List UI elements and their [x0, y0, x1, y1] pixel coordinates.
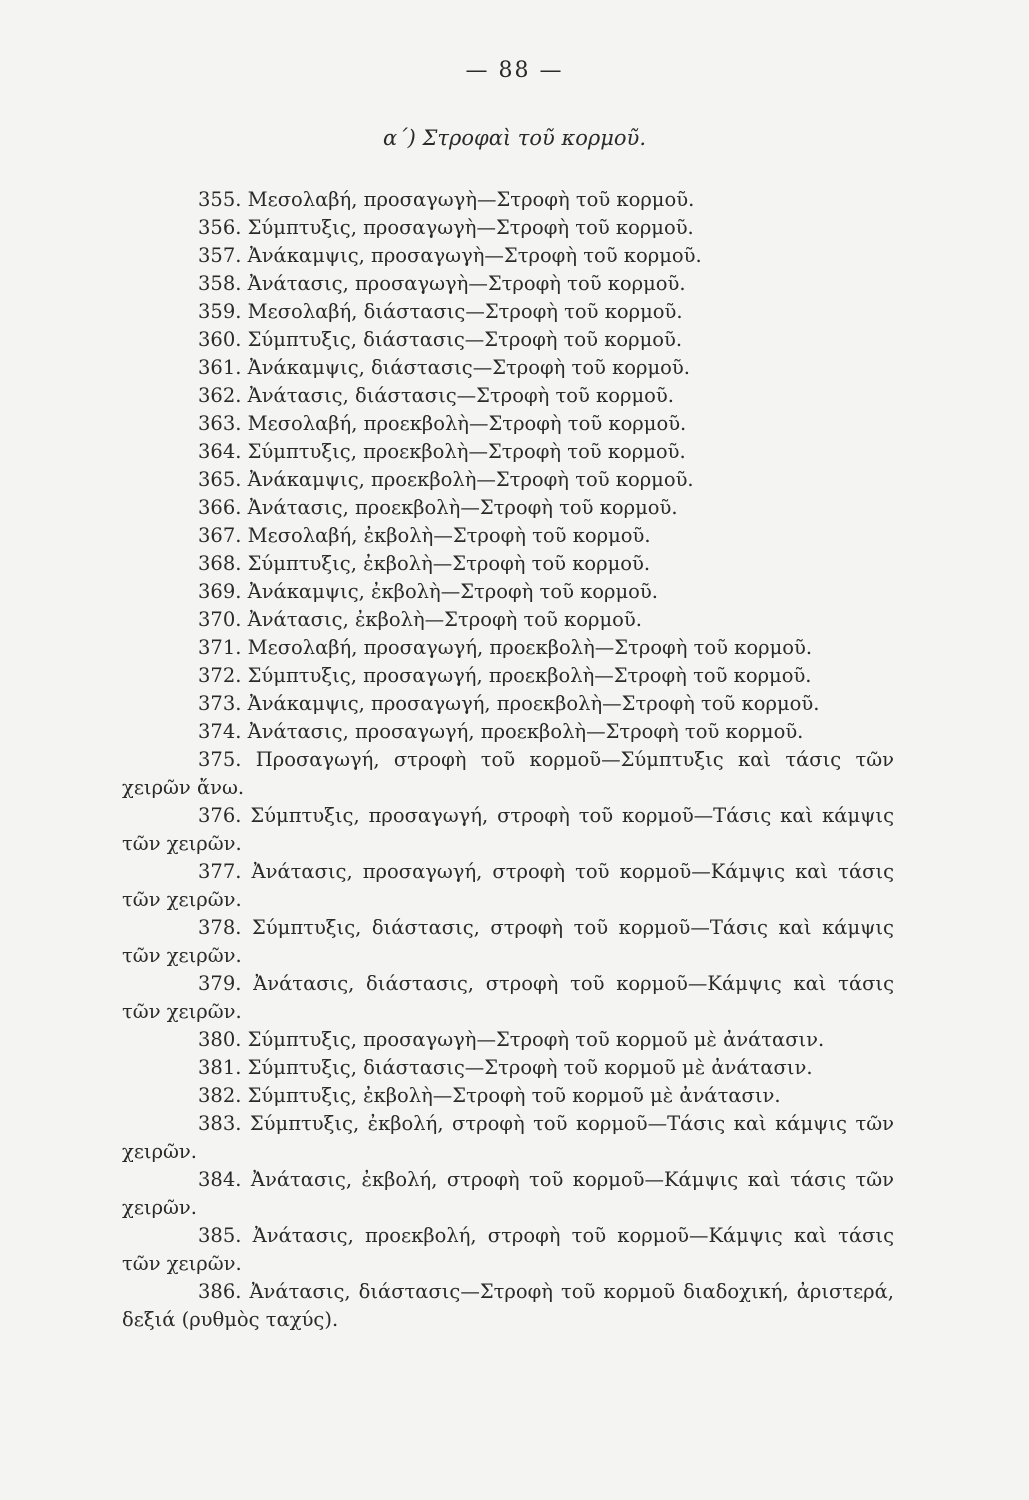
entry-number: 380. [198, 1028, 242, 1051]
exercise-entry [122, 270, 894, 298]
exercise-entry [122, 522, 894, 550]
entry-number: 361. [198, 356, 242, 379]
entry-text: Μεσολαβή, προεκβολὴ—Στροφὴ τοῦ κορμοῦ. [247, 412, 687, 435]
entry-number: 365. [198, 468, 242, 491]
entry-number: 364. [198, 440, 242, 463]
entry-text: Μεσολαβή, διάστασις—Στροφὴ τοῦ κορμοῦ. [247, 300, 683, 323]
exercise-entry [122, 718, 894, 746]
section-heading: α΄) Στροφαὶ τοῦ κορμοῦ. [383, 126, 646, 150]
entry-text: Σύμπτυξις, προσαγωγή, προεκβολὴ—Στροφὴ τοῦ κορμοῦ. [247, 664, 812, 687]
exercise-entry [122, 746, 894, 802]
entry-number: 372. [198, 664, 242, 687]
entry-text: Σύμπτυξις, προσαγωγή, στροφὴ τοῦ κορμοῦ—Τάσις καὶ κάμψις τῶν χειρῶν. [122, 804, 895, 855]
exercise-entry [122, 802, 894, 858]
exercise-entry [122, 914, 894, 970]
entry-number: 377. [198, 860, 242, 883]
entry-text: Προσαγωγή, στροφὴ τοῦ κορμοῦ—Σύμπτυξις καὶ τάσις τῶν χειρῶν ἄνω. [122, 748, 894, 799]
entry-number: 366. [198, 496, 242, 519]
exercise-entry [122, 1278, 894, 1334]
exercise-entry [122, 298, 894, 326]
entry-number: 362. [198, 384, 242, 407]
exercise-entry [122, 466, 894, 494]
entry-number: 386. [198, 1280, 242, 1303]
entry-number: 371. [198, 636, 242, 659]
entry-number: 374. [198, 720, 242, 743]
entry-text: Σύμπτυξις, διάστασις—Στροφὴ τοῦ κορμοῦ. [247, 328, 683, 351]
exercise-entry [122, 382, 894, 410]
entry-text: Σύμπτυξις, προσαγωγὴ—Στροφὴ τοῦ κορμοῦ. [247, 216, 694, 239]
entry-number: 355. [198, 188, 242, 211]
exercise-entry [122, 438, 894, 466]
exercise-entry [122, 858, 894, 914]
entry-text: Σύμπτυξις, διάστασις, στροφὴ τοῦ κορμοῦ—Τάσις καὶ κάμψις τῶν χειρῶν. [122, 916, 894, 967]
exercise-entry [122, 970, 894, 1026]
exercise-entry [122, 606, 894, 634]
entry-number: 381. [198, 1056, 242, 1079]
entry-number: 359. [198, 300, 242, 323]
entry-text: Ἀνάτασις, προσαγωγὴ—Στροφὴ τοῦ κορμοῦ. [247, 272, 686, 295]
exercise-entry [122, 410, 894, 438]
exercise-entry [122, 214, 894, 242]
entry-text: Ἀνάκαμψις, ἐκβολὴ—Στροφὴ τοῦ κορμοῦ. [247, 580, 658, 603]
entry-number: 378. [198, 916, 242, 939]
exercise-entry [122, 1054, 894, 1082]
entry-text: Σύμπτυξις, προσαγωγὴ—Στροφὴ τοῦ κορμοῦ μὲ ἀνάτασιν. [247, 1028, 825, 1051]
exercise-entry [122, 1026, 894, 1054]
entry-number: 369. [198, 580, 242, 603]
entry-text: Ἀνάτασις, προσαγωγή, στροφὴ τοῦ κορμοῦ—Κάμψις καὶ τάσις τῶν χειρῶν. [122, 860, 895, 911]
entry-text: Ἀνάκαμψις, προεκβολὴ—Στροφὴ τοῦ κορμοῦ. [247, 468, 694, 491]
entry-number: 368. [198, 552, 242, 575]
entry-number: 357. [198, 244, 242, 267]
entry-number: 382. [198, 1084, 242, 1107]
page-number: — 88 — [465, 58, 564, 83]
exercise-entry [122, 242, 894, 270]
exercise-entry [122, 662, 894, 690]
exercise-entry [122, 494, 894, 522]
exercise-entry [122, 578, 894, 606]
entry-number: 375. [198, 748, 242, 771]
entry-text: Σύμπτυξις, προεκβολὴ—Στροφὴ τοῦ κορμοῦ. [247, 440, 686, 463]
exercise-entry [122, 354, 894, 382]
exercise-entry [122, 634, 894, 662]
entry-text: Ἀνάτασις, ἐκβολή, στροφὴ τοῦ κορμοῦ—Κάμψις καὶ τάσις τῶν χειρῶν. [122, 1168, 894, 1219]
entry-number: 356. [198, 216, 242, 239]
entry-text: Σύμπτυξις, ἐκβολὴ—Στροφὴ τοῦ κορμοῦ μὲ ἀνάτασιν. [247, 1084, 781, 1107]
entry-text: Ἀνάκαμψις, διάστασις—Στροφὴ τοῦ κορμοῦ. [247, 356, 690, 379]
exercise-list [122, 186, 894, 1334]
exercise-entry [122, 326, 894, 354]
entry-text: Ἀνάτασις, προσαγωγή, προεκβολὴ—Στροφὴ τοῦ κορμοῦ. [247, 720, 804, 743]
entry-text: Ἀνάτασις, ἐκβολὴ—Στροφὴ τοῦ κορμοῦ. [247, 608, 642, 631]
exercise-entry [122, 186, 894, 214]
entry-text: Μεσολαβή, ἐκβολὴ—Στροφὴ τοῦ κορμοῦ. [247, 524, 651, 547]
entry-text: Ἀνάτασις, προεκβολή, στροφὴ τοῦ κορμοῦ—Κάμψις καὶ τάσις τῶν χειρῶν. [122, 1224, 894, 1275]
exercise-entry [122, 1222, 894, 1278]
entry-text: Σύμπτυξις, ἐκβολὴ—Στροφὴ τοῦ κορμοῦ. [247, 552, 651, 575]
entry-number: 358. [198, 272, 242, 295]
entry-text: Ἀνάτασις, προεκβολὴ—Στροφὴ τοῦ κορμοῦ. [247, 496, 678, 519]
entry-text: Ἀνάτασις, διάστασις, στροφὴ τοῦ κορμοῦ—Κάμψις καὶ τάσις τῶν χειρῶν. [122, 972, 894, 1023]
entry-number: 367. [198, 524, 242, 547]
exercise-entry [122, 550, 894, 578]
entry-number: 383. [198, 1112, 242, 1135]
entry-text: Σύμπτυξις, διάστασις—Στροφὴ τοῦ κορμοῦ μὲ ἀνάτασιν. [247, 1056, 813, 1079]
entry-text: Ἀνάκαμψις, προσαγωγὴ—Στροφὴ τοῦ κορμοῦ. [247, 244, 702, 267]
exercise-entry [122, 690, 894, 718]
entry-number: 384. [198, 1168, 242, 1191]
entry-text: Ἀνάτασις, διάστασις—Στροφὴ τοῦ κορμοῦ διαδοχική, ἀριστερά, δεξιά (ρυθμὸς ταχύς). [122, 1280, 895, 1331]
entry-text: Σύμπτυξις, ἐκβολή, στροφὴ τοῦ κορμοῦ—Τάσις καὶ κάμψις τῶν χειρῶν. [122, 1112, 894, 1163]
exercise-entry [122, 1166, 894, 1222]
entry-text: Μεσολαβή, προσαγωγὴ—Στροφὴ τοῦ κορμοῦ. [247, 188, 695, 211]
entry-number: 370. [198, 608, 242, 631]
entry-text: Ἀνάτασις, διάστασις—Στροφὴ τοῦ κορμοῦ. [247, 384, 674, 407]
entry-number: 376. [198, 804, 242, 827]
entry-number: 360. [198, 328, 242, 351]
entry-text: Ἀνάκαμψις, προσαγωγή, προεκβολὴ—Στροφὴ τοῦ κορμοῦ. [247, 692, 820, 715]
entry-text: Μεσολαβή, προσαγωγή, προεκβολὴ—Στροφὴ τοῦ κορμοῦ. [247, 636, 813, 659]
entry-number: 373. [198, 692, 242, 715]
entry-number: 385. [198, 1224, 242, 1247]
entry-number: 379. [198, 972, 242, 995]
entry-number: 363. [198, 412, 242, 435]
exercise-entry [122, 1082, 894, 1110]
exercise-entry [122, 1110, 894, 1166]
